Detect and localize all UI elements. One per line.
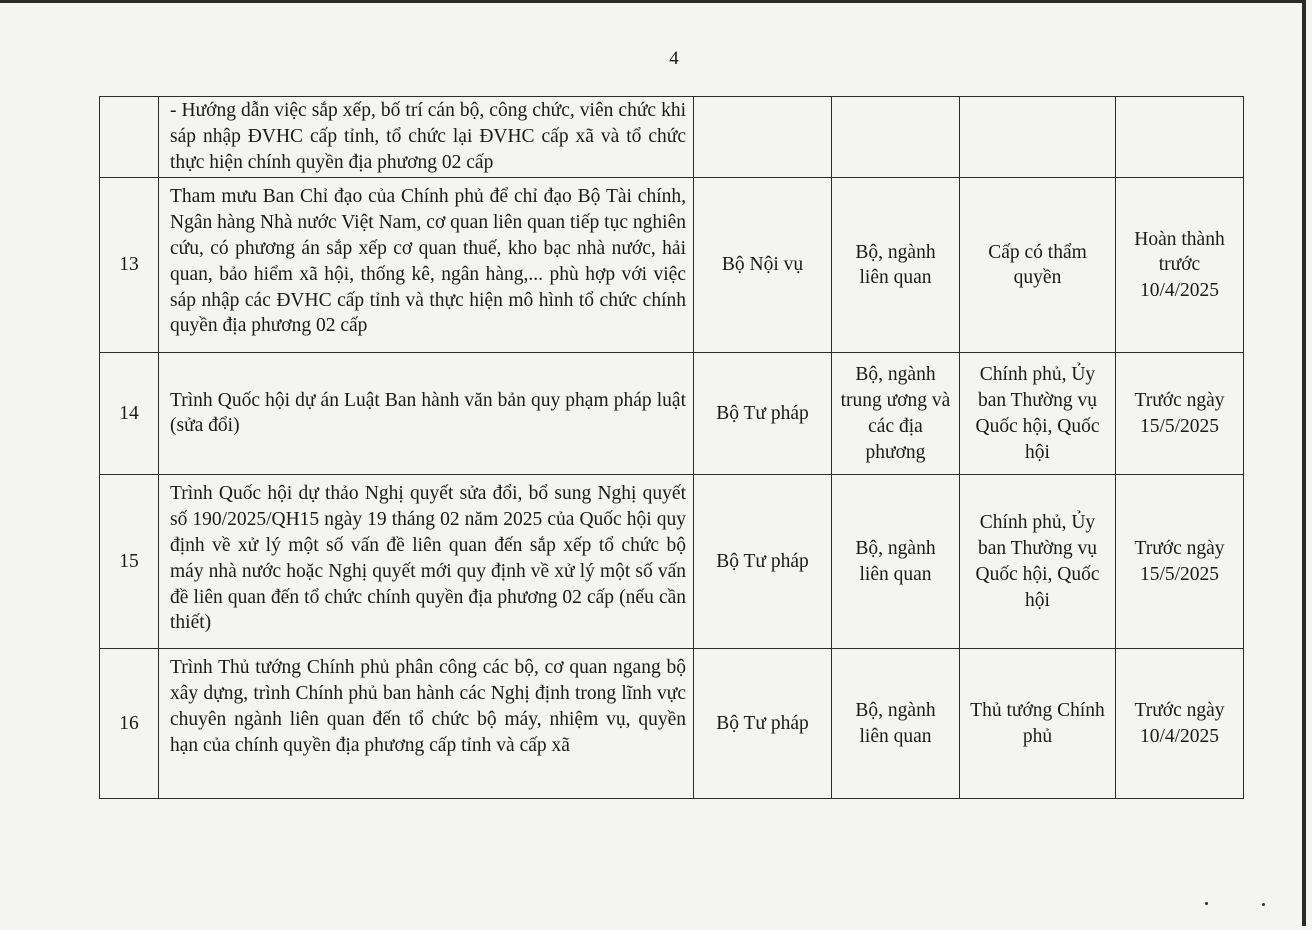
deadline-cell: Trước ngày 15/5/2025 xyxy=(1116,475,1244,649)
coordinating-agency-cell: Bộ, ngành trung ương và các địa phương xyxy=(832,353,960,475)
row-number-cell: 13 xyxy=(100,178,159,353)
lead-agency-cell: Bộ Tư pháp xyxy=(694,353,832,475)
task-content-cell: Trình Quốc hội dự thảo Nghị quyết sửa đổi, bổ sung Nghị quyết số 190/2025/QH15 ngày 19 tháng 02 năm 2025 của Quốc hội quy định về xử lý một số vấn đề liên quan đến sắp xếp tổ chức bộ máy nhà nước hoặc Nghị quyết mới quy định về xử lý một số vấn đề liên quan đến tổ chức chính quyền địa phương 02 cấp (nếu cần thiết) xyxy=(159,475,694,649)
table-row xyxy=(100,353,1244,475)
lead-agency-cell: Bộ Tư pháp xyxy=(694,475,832,649)
table-row xyxy=(100,178,1244,353)
coordinating-agency-cell: Bộ, ngành liên quan xyxy=(832,475,960,649)
coordinating-agency-cell xyxy=(832,97,960,178)
task-content-cell: Trình Thủ tướng Chính phủ phân công các bộ, cơ quan ngang bộ xây dựng, trình Chính phủ ban hành các Nghị định trong lĩnh vực chuyên ngành liên quan đến tổ chức bộ máy, nhiệm vụ, quyền hạn của chính quyền địa phương cấp tỉnh và cấp xã xyxy=(159,649,694,799)
row-number-cell: 14 xyxy=(100,353,159,475)
lead-agency-cell xyxy=(694,97,832,178)
lead-agency-cell: Bộ Tư pháp xyxy=(694,649,832,799)
coordinating-agency-cell: Bộ, ngành liên quan xyxy=(832,178,960,353)
deadline-cell xyxy=(1116,97,1244,178)
row-number-cell xyxy=(100,97,159,178)
approval-authority-cell xyxy=(960,97,1116,178)
table-row xyxy=(100,97,1244,178)
task-content-cell: - Hướng dẫn việc sắp xếp, bố trí cán bộ, công chức, viên chức khi sáp nhập ĐVHC cấp tỉnh, tổ chức lại ĐVHC cấp xã và tổ chức thực hiện chính quyền địa phương 02 cấp xyxy=(159,97,694,178)
coordinating-agency-cell: Bộ, ngành liên quan xyxy=(832,649,960,799)
row-number-cell: 16 xyxy=(100,649,159,799)
deadline-cell: Trước ngày 15/5/2025 xyxy=(1116,353,1244,475)
table-row xyxy=(100,475,1244,649)
row-number-cell: 15 xyxy=(100,475,159,649)
approval-authority-cell: Thủ tướng Chính phủ xyxy=(960,649,1116,799)
task-content-cell: Trình Quốc hội dự án Luật Ban hành văn bản quy phạm pháp luật (sửa đổi) xyxy=(159,353,694,475)
scan-speck xyxy=(1205,902,1208,905)
scan-speck xyxy=(1262,903,1265,906)
deadline-cell: Hoàn thành trước 10/4/2025 xyxy=(1116,178,1244,353)
task-content-cell: Tham mưu Ban Chỉ đạo của Chính phủ để chỉ đạo Bộ Tài chính, Ngân hàng Nhà nước Việt Nam, cơ quan liên quan tiếp tục nghiên cứu, có phương án sắp xếp cơ quan thuế, kho bạc nhà nước, hải quan, bảo hiểm xã hội, thống kê, ngân hàng,... phù hợp với việc sáp nhập các ĐVHC cấp tỉnh và thực hiện mô hình tổ chức chính quyền địa phương 02 cấp xyxy=(159,178,694,353)
task-table xyxy=(99,96,1244,799)
table-row xyxy=(100,649,1244,799)
deadline-cell: Trước ngày 10/4/2025 xyxy=(1116,649,1244,799)
approval-authority-cell: Chính phủ, Ủy ban Thường vụ Quốc hội, Quốc hội xyxy=(960,475,1116,649)
lead-agency-cell: Bộ Nội vụ xyxy=(694,178,832,353)
page-number: 4 xyxy=(669,48,679,69)
approval-authority-cell: Cấp có thẩm quyền xyxy=(960,178,1116,353)
approval-authority-cell: Chính phủ, Ủy ban Thường vụ Quốc hội, Quốc hội xyxy=(960,353,1116,475)
